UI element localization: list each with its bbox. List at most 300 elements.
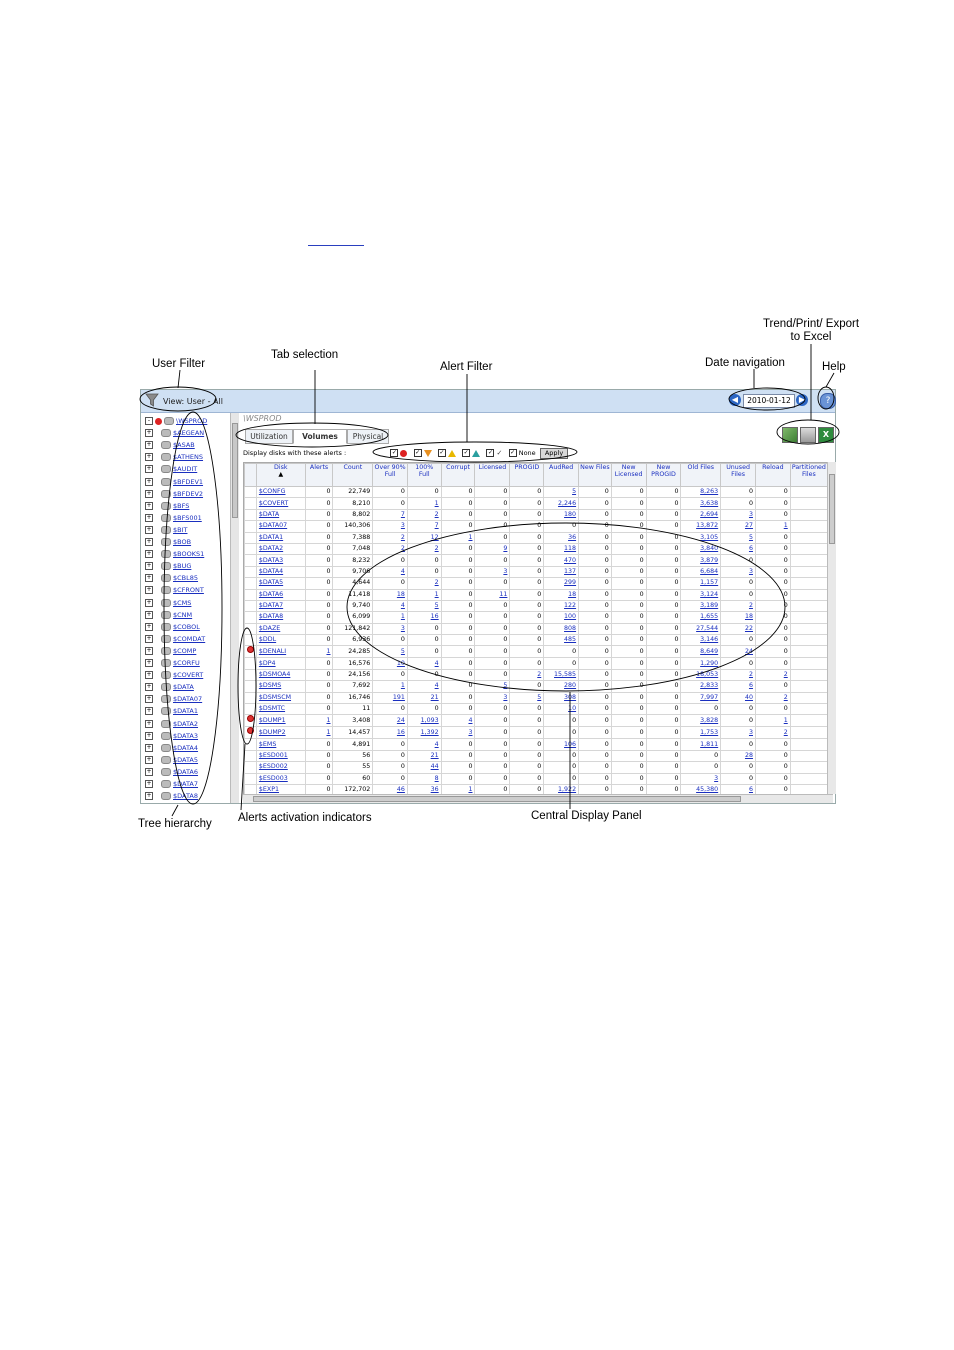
tree-item-label[interactable]: $BFDEV1 [173,477,204,486]
disk-name-cell[interactable]: $CONFG [256,487,305,498]
disk-name-cell[interactable]: $DSMTC [256,704,305,715]
table-cell[interactable]: 44 [407,762,441,773]
table-cell[interactable]: 2 [407,543,441,554]
tree-item-label[interactable]: $DATA6 [173,767,199,776]
table-cell[interactable]: 1,922 [544,784,579,795]
disk-name-cell[interactable]: $DAZE [256,623,305,634]
column-header[interactable] [721,464,756,487]
disk-name-cell[interactable]: $DATA8 [256,612,305,623]
table-cell[interactable]: 2 [755,669,790,680]
tree-item[interactable] [145,778,198,790]
table-cell[interactable]: 36 [544,532,579,543]
alert-active-icon[interactable] [247,715,254,722]
expand-icon[interactable]: + [146,453,152,461]
table-cell[interactable]: 1,655 [681,612,721,623]
table-vscroll-thumb[interactable] [829,474,835,544]
view-label[interactable]: View: User - All [163,397,223,406]
table-cell[interactable]: 2 [755,727,790,739]
alert-checkbox-none[interactable]: ✓ [510,449,516,456]
collapse-icon[interactable]: - [145,417,153,425]
table-cell[interactable]: 28 [721,750,756,761]
tab-utilization[interactable]: Utilization [245,429,293,444]
help-icon[interactable]: ? [820,393,836,409]
expand-icon[interactable]: + [146,767,152,775]
tree-item[interactable] [145,657,200,669]
alert-active-icon[interactable] [247,646,254,653]
arrow-right-icon[interactable]: ▶ [796,394,808,406]
table-cell[interactable]: 4 [373,600,408,611]
table-cell[interactable]: 15,585 [544,669,579,680]
tree-item[interactable] [145,439,195,451]
table-cell[interactable]: 137 [544,566,579,577]
tree-item[interactable] [145,560,191,572]
table-cell[interactable]: 1,290 [681,658,721,669]
tree-item[interactable] [145,705,198,717]
disk-name-cell[interactable]: $DSMS [256,681,305,692]
table-cell[interactable]: 2 [373,543,408,554]
expand-icon[interactable]: + [146,695,152,703]
table-cell[interactable]: 4 [373,566,408,577]
table-cell[interactable]: 7,997 [681,692,721,703]
table-cell[interactable]: 7 [373,509,408,520]
expand-icon[interactable]: + [146,550,152,558]
tree-item-label[interactable]: $ASAB [173,441,195,450]
table-row[interactable] [245,739,828,750]
table-cell[interactable]: 122 [544,600,579,611]
alert-checkbox-orange[interactable]: ✓ [415,449,421,456]
table-row[interactable] [245,589,828,600]
expand-icon[interactable]: + [146,429,152,437]
table-cell[interactable]: 1 [755,521,790,532]
column-header[interactable] [544,464,579,487]
table-row[interactable] [245,566,828,577]
tree-item-label[interactable]: $BIT [173,525,188,534]
tree-item-label[interactable]: $DATA4 [173,743,199,752]
table-cell[interactable]: 808 [544,623,579,634]
table-cell[interactable]: 5 [475,681,510,692]
table-cell[interactable]: 22 [721,623,756,634]
tree-item-label[interactable]: $DATA3 [173,731,199,740]
table-cell[interactable]: 5 [407,600,441,611]
table-cell[interactable]: 9 [475,543,510,554]
table-cell[interactable]: 27,544 [681,623,721,634]
table-row[interactable] [245,543,828,554]
table-cell[interactable]: 2 [373,532,408,543]
table-cell[interactable]: 8,263 [681,487,721,498]
expand-icon[interactable]: + [146,441,152,449]
expand-icon[interactable]: + [146,755,152,763]
tree-item-label[interactable]: $CNM [173,610,193,619]
sort-ascending-icon[interactable]: ▲ [278,471,284,478]
disk-name-cell[interactable]: $DATA6 [256,589,305,600]
tree-item[interactable] [145,584,204,596]
table-cell[interactable]: 2 [407,509,441,520]
disk-name-cell[interactable]: $ESD001 [256,750,305,761]
tree-item-label[interactable]: $BFS [173,501,190,510]
column-header[interactable] [510,464,544,487]
table-row[interactable] [245,692,828,703]
table-row[interactable] [245,509,828,520]
expand-icon[interactable]: + [146,598,152,606]
expand-icon[interactable]: + [146,465,152,473]
table-cell[interactable]: 2 [721,669,756,680]
disk-name-cell[interactable]: $DDL [256,635,305,646]
table-row[interactable] [245,727,828,739]
expand-icon[interactable]: + [146,683,152,691]
table-cell[interactable]: 3,828 [681,715,721,727]
table-cell[interactable]: 180 [544,509,579,520]
tree-item-label[interactable]: $CBL85 [173,574,199,583]
table-cell[interactable]: 46 [373,784,408,795]
disk-name-cell[interactable]: $DATA7 [256,600,305,611]
table-cell[interactable]: 4 [407,681,441,692]
tree-item-label[interactable]: $AEGEAN [173,429,205,438]
table-cell[interactable]: 16 [373,727,408,739]
expand-icon[interactable]: + [146,562,152,570]
table-row[interactable] [245,623,828,634]
tree-item-label[interactable]: $DATA7 [173,780,199,788]
disk-name-cell[interactable]: $DSMSCM [256,692,305,703]
table-cell[interactable]: 10 [544,704,579,715]
expand-icon[interactable]: + [146,707,152,715]
table-row[interactable] [245,555,828,566]
alert-checkbox-yellow[interactable]: ✓ [439,449,445,456]
table-cell[interactable]: 11 [475,589,510,600]
tree-item-label[interactable]: $DATA8 [173,792,199,801]
table-cell[interactable]: 1 [407,589,441,600]
tree-item-label[interactable]: $DATA07 [173,695,203,704]
expand-icon[interactable]: + [146,634,152,642]
alert-checkbox-info[interactable]: ✓ [487,449,493,456]
tree-item[interactable] [145,766,198,778]
table-cell[interactable]: 5 [721,532,756,543]
trend-chart-icon[interactable] [782,427,798,443]
tree-item[interactable] [145,463,197,475]
column-header[interactable] [475,464,510,487]
expand-icon[interactable]: + [146,525,152,533]
tree-item[interactable] [145,536,191,548]
table-cell[interactable]: 3,146 [681,635,721,646]
tree-item[interactable] [145,742,198,754]
column-header[interactable] [407,464,441,487]
table-row[interactable] [245,635,828,646]
expand-icon[interactable]: + [146,671,152,679]
tree-item-label[interactable]: $DATA5 [173,755,199,764]
tree-item[interactable] [145,645,196,657]
table-cell[interactable]: 470 [544,555,579,566]
disk-name-cell[interactable]: $DATA [256,509,305,520]
table-cell[interactable]: 10 [373,658,408,669]
table-row[interactable] [245,762,828,773]
table-cell[interactable]: 2 [510,669,544,680]
table-cell[interactable]: 21 [407,750,441,761]
table-cell[interactable]: 3,124 [681,589,721,600]
table-row[interactable] [245,521,828,532]
tab-physical[interactable]: Physical [347,429,389,444]
tree-item[interactable] [145,476,203,488]
table-cell[interactable]: 8,649 [681,646,721,658]
table-cell[interactable]: 6,684 [681,566,721,577]
expand-icon[interactable]: + [146,622,152,630]
expand-icon[interactable]: + [146,574,152,582]
table-cell[interactable]: 6 [721,784,756,795]
expand-icon[interactable]: + [146,743,152,751]
column-header[interactable] [790,464,827,487]
tree-item[interactable] [145,621,200,633]
table-row[interactable] [245,773,828,784]
disk-name-cell[interactable]: $ESD002 [256,762,305,773]
table-cell[interactable]: 280 [544,681,579,692]
table-cell[interactable]: 3 [441,727,475,739]
table-cell[interactable]: 3,105 [681,532,721,543]
table-cell[interactable]: 1 [441,532,475,543]
disk-name-cell[interactable]: $COVERT [256,498,305,509]
table-cell[interactable]: 4 [441,715,475,727]
disk-name-cell[interactable]: $EMS [256,739,305,750]
printer-icon[interactable] [800,427,816,443]
table-cell[interactable]: 308 [544,692,579,703]
disk-name-cell[interactable]: $DATA5 [256,578,305,589]
disk-name-cell[interactable]: $DATA1 [256,532,305,543]
table-cell[interactable]: 2 [721,600,756,611]
tree-item-label[interactable]: $BUG [173,562,192,571]
tree-item-label[interactable]: $COMDAT [173,634,206,643]
table-row[interactable] [245,704,828,715]
table-cell[interactable]: 27 [721,521,756,532]
table-row[interactable] [245,487,828,498]
tree-scroll-thumb[interactable] [232,423,238,518]
tree-root[interactable] [145,415,207,427]
table-row[interactable] [245,532,828,543]
table-cell[interactable]: 3,638 [681,498,721,509]
table-cell[interactable]: 1,811 [681,739,721,750]
tree-item-label[interactable]: $BFS001 [173,513,202,522]
table-cell[interactable]: 13,872 [681,521,721,532]
alert-active-icon[interactable] [247,727,254,734]
expand-icon[interactable]: + [146,659,152,666]
expand-icon[interactable]: + [146,731,152,739]
date-field[interactable]: 2010-01-12 [743,394,795,408]
tree-item[interactable] [145,609,192,621]
tree-item[interactable] [145,524,187,536]
table-cell[interactable]: 18 [373,589,408,600]
column-header[interactable] [681,464,721,487]
tab-volumes[interactable]: Volumes [293,429,347,444]
table-row[interactable] [245,612,828,623]
expand-icon[interactable]: + [146,610,152,618]
table-cell[interactable]: 1 [305,646,333,658]
filter-icon[interactable] [145,392,159,408]
expand-icon[interactable]: + [146,513,152,521]
table-cell[interactable]: 18,053 [681,669,721,680]
table-cell[interactable]: 1 [407,498,441,509]
tree-item-label[interactable]: $AUDIT [173,465,198,474]
apply-button[interactable]: Apply [540,448,568,459]
table-hscroll-thumb[interactable] [253,796,741,802]
expand-icon[interactable]: + [146,586,152,594]
tree-item-label[interactable]: $DATA1 [173,707,199,716]
tree-item[interactable] [145,451,203,463]
expand-icon[interactable]: + [146,780,152,787]
tree-item-label[interactable]: $CFRONT [173,586,204,595]
tree-item-label[interactable]: $COMP [173,646,197,655]
table-cell[interactable]: 8 [407,773,441,784]
column-header[interactable] [373,464,408,487]
tree-item-label[interactable]: $COVERT [173,671,204,680]
disk-name-cell[interactable]: $DUMP1 [256,715,305,727]
table-cell[interactable]: 18 [721,612,756,623]
excel-icon[interactable]: X [818,427,834,443]
table-cell[interactable]: 6 [721,543,756,554]
tree-item[interactable] [145,633,205,645]
table-row[interactable] [245,646,828,658]
table-cell[interactable]: 3 [475,566,510,577]
table-cell[interactable]: 100 [544,612,579,623]
disk-name-cell[interactable]: $DSMOA4 [256,669,305,680]
tree-item[interactable] [145,488,203,500]
table-cell[interactable]: 1 [373,681,408,692]
column-header[interactable] [646,464,681,487]
expand-icon[interactable]: + [146,538,152,545]
table-cell[interactable]: 45,380 [681,784,721,795]
tree-item-label[interactable]: $DATA2 [173,719,199,728]
tree-root-link[interactable]: \WSPROD [176,417,208,425]
table-horizontal-scrollbar[interactable] [243,794,833,803]
tree-item[interactable] [145,790,198,802]
table-cell[interactable]: 3 [475,692,510,703]
table-cell[interactable]: 3,840 [681,543,721,554]
tree-item[interactable] [145,427,204,439]
table-cell[interactable]: 1,157 [681,578,721,589]
tree-item-label[interactable]: $BFDEV2 [173,489,204,498]
table-cell[interactable]: 1,093 [407,715,441,727]
table-cell[interactable]: 106 [544,739,579,750]
table-row[interactable] [245,498,828,509]
table-cell[interactable]: 24 [721,646,756,658]
arrow-left-icon[interactable]: ◀ [729,394,741,406]
table-cell[interactable]: 1,753 [681,727,721,739]
table-cell[interactable]: 40 [721,692,756,703]
table-row[interactable] [245,681,828,692]
table-cell[interactable]: 24 [373,715,408,727]
tree-item[interactable] [145,597,191,609]
table-cell[interactable]: 2,246 [544,498,579,509]
disk-name-cell[interactable]: $DP4 [256,658,305,669]
tree-item[interactable] [145,669,203,681]
tree-scrollbar[interactable] [230,413,239,803]
expand-icon[interactable]: + [146,501,152,509]
table-cell[interactable]: 1 [305,727,333,739]
table-cell[interactable]: 1 [373,612,408,623]
tree-item-label[interactable]: $ATHENS [173,453,204,462]
tree-item[interactable] [145,500,189,512]
tree-item-label[interactable]: $BOB [173,538,192,546]
table-cell[interactable]: 18 [544,589,579,600]
column-header[interactable] [579,464,612,487]
disk-name-cell[interactable]: $DATA3 [256,555,305,566]
table-cell[interactable]: 191 [373,692,408,703]
table-cell[interactable]: 2,694 [681,509,721,520]
table-cell[interactable]: 4 [407,739,441,750]
table-cell[interactable]: 3 [681,773,721,784]
table-cell[interactable]: 16 [407,612,441,623]
table-cell[interactable]: 1 [441,784,475,795]
table-cell[interactable]: 3,879 [681,555,721,566]
disk-name-cell[interactable]: $DENALI [256,646,305,658]
table-cell[interactable]: 2 [755,692,790,703]
tree-item[interactable] [145,681,194,693]
table-cell[interactable]: 2 [407,578,441,589]
column-header[interactable] [305,464,333,487]
expand-icon[interactable]: + [146,719,152,727]
tree-item[interactable] [145,548,204,560]
table-cell[interactable]: 485 [544,635,579,646]
tree-item-label[interactable]: $CMS [173,598,192,607]
column-header[interactable] [333,464,373,487]
table-cell[interactable]: 2,833 [681,681,721,692]
table-cell[interactable]: 6 [721,681,756,692]
tree-item-label[interactable]: $COBOL [173,622,200,631]
alert-checkbox-teal[interactable]: ✓ [463,449,469,456]
disk-name-cell[interactable]: $DATA07 [256,521,305,532]
disk-name-cell[interactable]: $DATA4 [256,566,305,577]
table-cell[interactable]: 3 [373,623,408,634]
table-cell[interactable]: 3 [721,566,756,577]
expand-icon[interactable]: + [146,489,152,497]
tree-item[interactable] [145,512,202,524]
table-row[interactable] [245,715,828,727]
table-cell[interactable]: 7 [407,521,441,532]
column-header[interactable] [441,464,475,487]
table-cell[interactable]: 5 [544,487,579,498]
table-cell[interactable]: 5 [510,692,544,703]
table-cell[interactable]: 1 [305,715,333,727]
disk-name-cell[interactable]: $EXP1 [256,784,305,795]
tree-item[interactable] [145,718,198,730]
table-row[interactable] [245,658,828,669]
tree-item[interactable] [145,693,202,705]
table-cell[interactable]: 21 [407,692,441,703]
table-cell[interactable]: 299 [544,578,579,589]
table-cell[interactable]: 1 [755,715,790,727]
tree-item-label[interactable]: $DATA [173,683,194,692]
tree-item-label[interactable]: $CORFU [173,659,200,667]
disk-name-cell[interactable]: $ESD003 [256,773,305,784]
table-cell[interactable]: 3 [721,727,756,739]
table-cell[interactable]: 5 [373,646,408,658]
table-cell[interactable]: 118 [544,543,579,554]
table-row[interactable] [245,669,828,680]
column-header[interactable] [611,464,646,487]
disk-name-cell[interactable]: $DUMP2 [256,727,305,739]
table-cell[interactable]: 1,392 [407,727,441,739]
tree-item[interactable] [145,572,198,584]
table-cell[interactable]: 3 [721,509,756,520]
table-cell[interactable]: 12 [407,532,441,543]
expand-icon[interactable]: + [146,792,152,800]
tree-item[interactable] [145,730,198,742]
table-cell[interactable]: 4 [407,658,441,669]
tree-item-label[interactable]: $BOOKS1 [173,550,205,559]
tree-item[interactable] [145,754,198,766]
table-cell[interactable]: 36 [407,784,441,795]
expand-icon[interactable]: + [146,477,152,485]
disk-name-cell[interactable]: $DATA2 [256,543,305,554]
table-row[interactable] [245,750,828,761]
table-row[interactable] [245,578,828,589]
column-header[interactable] [755,464,790,487]
table-row[interactable] [245,600,828,611]
